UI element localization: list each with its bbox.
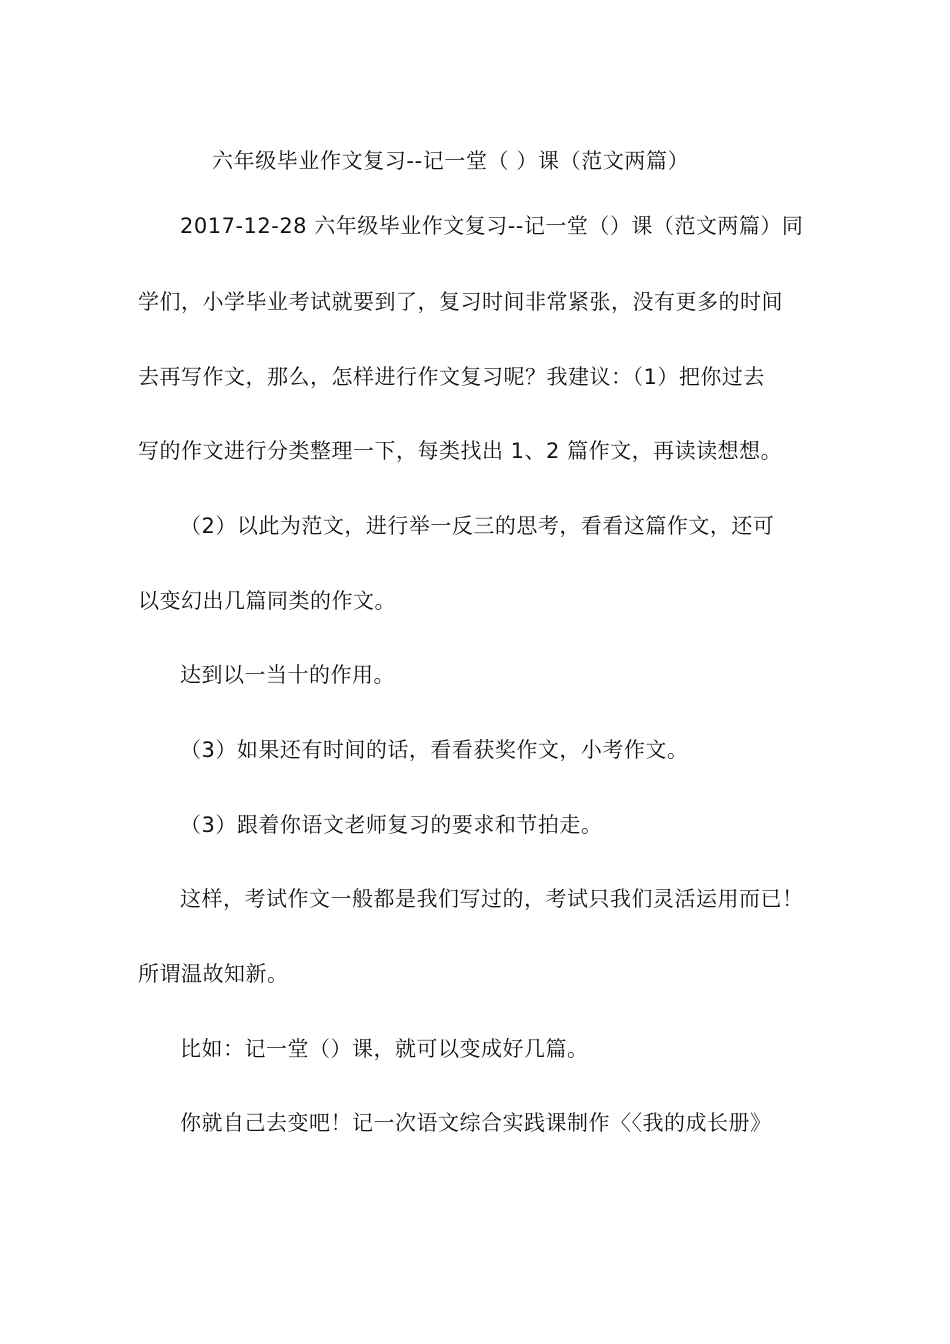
paragraph-line: 2017-12-28 六年级毕业作文复习--记一堂（）课（范文两篇）同	[180, 214, 804, 238]
paragraph-line: 你就自己去变吧！记一次语文综合实践课制作〈〈我的成长册》	[180, 1111, 772, 1135]
paragraph-line: 这样，考试作文一般都是我们写过的，考试只我们灵活运用而已！	[180, 887, 804, 911]
paragraph-line: 去再写作文，那么，怎样进行作文复习呢？我建议：（1）把你过去	[138, 365, 765, 389]
paragraph-line: 比如：记一堂（）课，就可以变成好几篇。	[180, 1037, 589, 1061]
paragraph-line: 写的作文进行分类整理一下，每类找出 1、2 篇作文，再读读想想。	[138, 439, 783, 463]
paragraph-line: 学们，小学毕业考试就要到了，复习时间非常紧张，没有更多的时间	[138, 290, 783, 314]
paragraph-line: （2）以此为范文，进行举一反三的思考，看看这篇作文，还可	[180, 514, 775, 538]
paragraph-line: 所谓温故知新。	[138, 962, 289, 986]
paragraph-line: （3）如果还有时间的话，看看获奖作文，小考作文。	[180, 738, 689, 762]
paragraph-line: （3）跟着你语文老师复习的要求和节拍走。	[180, 813, 603, 837]
document-title: 六年级毕业作文复习--记一堂（ ）课（范文两篇）	[212, 149, 690, 173]
paragraph-line: 达到以一当十的作用。	[180, 663, 395, 687]
paragraph-line: 以变幻出几篇同类的作文。	[138, 589, 396, 613]
